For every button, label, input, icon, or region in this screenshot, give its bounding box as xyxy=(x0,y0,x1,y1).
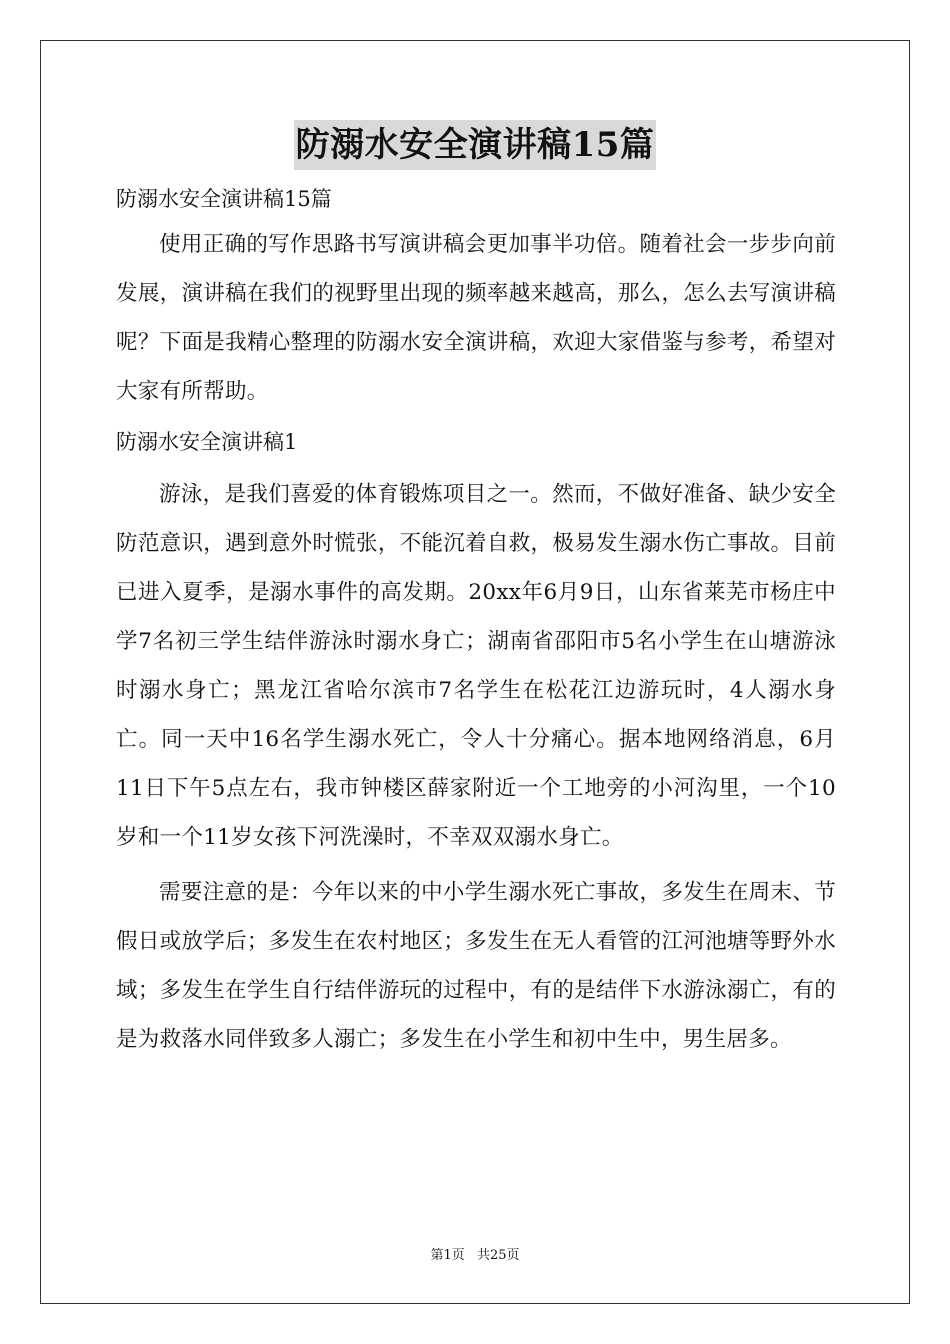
body-paragraph-1: 游泳，是我们喜爱的体育锻炼项目之一。然而，不做好准备、缺少安全防范意识，遇到意外时慌张，不能沉着自救，极易发生溺水伤亡事故。目前已进入夏季，是溺水事件的高发期。20xx年6月9日，山东省莱芜市杨庄中学7名初三学生结伴游泳时溺水身亡；湖南省邵阳市5名小学生在山塘游泳时溺水身亡；黑龙江省哈尔滨市7名学生在松花江边游玩时，4人溺水身亡。同一天中16名学生溺水死亡，令人十分痛心。据本地网络消息，6月11日下午5点左右，我市钟楼区薛家附近一个工地旁的小河沟里，一个10岁和一个11岁女孩下河洗澡时，不幸双双溺水身亡。 xyxy=(116,482,836,850)
title-container xyxy=(0,120,950,170)
section-heading: 防溺水安全演讲稿1 xyxy=(116,430,298,454)
body-paragraph-2: 需要注意的是：今年以来的中小学生溺水死亡事故，多发生在周末、节假日或放学后；多发生在农村地区；多发生在无人看管的江河池塘等野外水域；多发生在学生自行结伴游玩的过程中，有的是结伴下水游泳溺亡，有的是为救落水同伴致多人溺亡；多发生在小学生和初中生中，男生居多。 xyxy=(116,880,836,1052)
page-footer xyxy=(0,1244,950,1263)
document-title: 防溺水安全演讲稿15篇 xyxy=(294,120,657,170)
page-number: 第1页 xyxy=(430,1248,465,1263)
document-subtitle: 防溺水安全演讲稿15篇 xyxy=(116,187,332,211)
page-total: 共25页 xyxy=(476,1248,520,1263)
document-body xyxy=(116,178,836,1064)
intro-paragraph: 使用正确的写作思路书写演讲稿会更加事半功倍。随着社会一步步向前发展，演讲稿在我们的视野里出现的频率越来越高，那么，怎么去写演讲稿呢？下面是我精心整理的防溺水安全演讲稿，欢迎大家借鉴与参考，希望对大家有所帮助。 xyxy=(116,232,836,404)
